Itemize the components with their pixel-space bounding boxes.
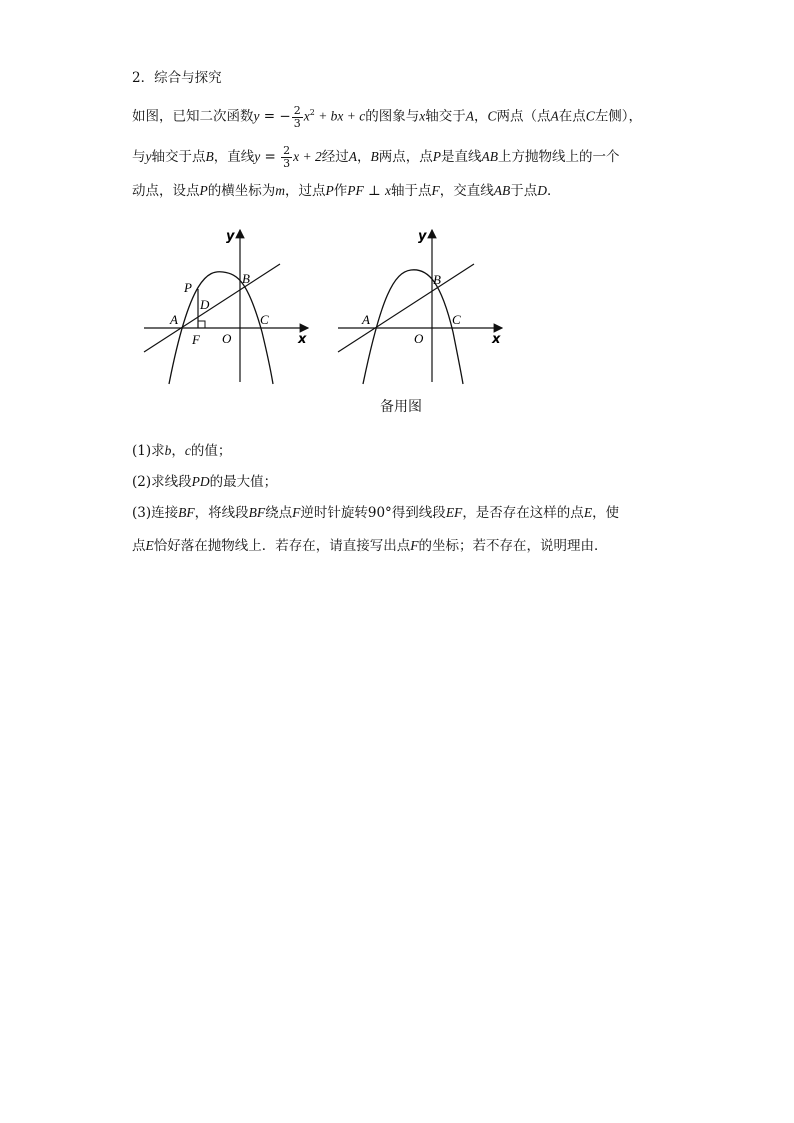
main-figure [130,222,320,392]
point-c-label: C [452,312,461,327]
point-b-label: B [242,271,250,286]
backup-figure-caption: 备用图 [380,399,422,415]
point-c-label: C [260,312,269,327]
point-b-label: B [433,272,441,287]
question-3-line-1: (3)连接BF，将线段BF绕点F逆时针旋转90°得到线段EF，是否存在这样的点E，使 [132,505,620,521]
point-a-label: A [170,312,178,327]
problem-text-line-2: 与y轴交于点B，直线y = $\frac{2}{3}$ x + 2经过A，B两点，点P是直线AB上方抛物线上的一个 [132,144,620,170]
question-3-line-2: 点E恰好落在抛物线上．若存在，请直接写出点F的坐标；若不存在，说明理由． [132,538,608,554]
parabola-curve [363,270,463,384]
x-axis-label: x [492,332,501,347]
point-p-label: P [184,280,192,295]
line-ab [144,264,280,352]
point-d-label: D [200,297,210,312]
line-ab [338,264,474,352]
problem-text-line-1: 如图，已知二次函数y = − $\frac{2}{3}$ $x^2$ + bx + c的图象与x轴交于A，C两点（点A在点C左侧）， [132,103,643,130]
problem-heading [132,68,222,88]
y-axis-label: y [226,229,235,244]
backup-figure [326,222,516,392]
x-axis-label: x [298,332,307,347]
problem-title: 综合与探究 [154,70,222,86]
fraction-two-thirds: $\frac{2}{3}$ [293,103,301,130]
point-a-label: A [362,312,370,327]
origin-label: O [414,331,424,346]
problem-text-line-3: 动点，设点P的横坐标为m，过点P作PF ⊥ x轴于点F，交直线AB于点D． [132,183,561,199]
fraction-two-thirds-line: $\frac{2}{3}$ [283,144,291,170]
y-axis-label: y [418,229,427,244]
right-angle-mark [198,321,205,328]
question-1: (1)求b，c的值； [132,443,232,459]
origin-label: O [222,331,232,346]
problem-number: 2． [132,70,155,86]
point-f-label: F [192,332,200,347]
question-2: (2)求线段PD的最大值； [132,474,278,490]
